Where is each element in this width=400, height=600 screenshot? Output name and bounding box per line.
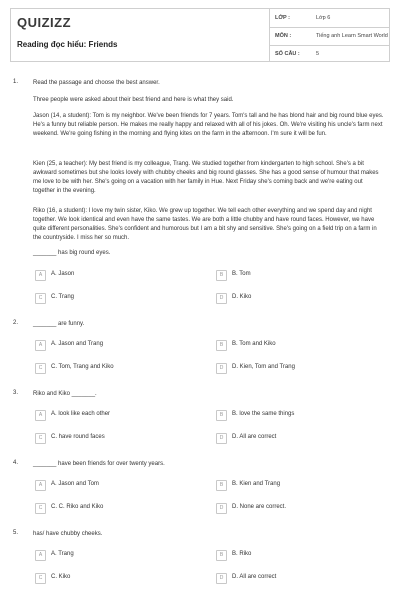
option-letter-box: D bbox=[216, 363, 227, 374]
option-label: C. C. Riko and Kiko bbox=[51, 504, 104, 510]
option-label: B. love the same things bbox=[232, 411, 295, 417]
question-text: _______ have been friends for over twenty years. bbox=[33, 461, 165, 467]
meta-key: MÔN : bbox=[275, 33, 292, 39]
meta-row-subject bbox=[269, 27, 389, 46]
option-letter-box: B bbox=[216, 550, 227, 561]
question-number: 3. bbox=[13, 390, 19, 396]
meta-key: LỚP : bbox=[275, 15, 290, 21]
meta-key: SỐ CÂU : bbox=[275, 51, 300, 57]
option-label: C. Tom, Trang and Kiko bbox=[51, 364, 114, 370]
option-label: A. look like each other bbox=[51, 411, 111, 417]
quizizz-logo: QUIZIZZ bbox=[17, 15, 72, 30]
meta-value: Tiếng anh Learn Smart World bbox=[316, 33, 388, 39]
question-number: 5. bbox=[13, 530, 19, 536]
question-text: _______ has big round eyes. bbox=[33, 250, 111, 256]
header-title-panel bbox=[11, 9, 270, 61]
option-label: B. Tom bbox=[232, 271, 251, 277]
option-label: C. Trang bbox=[51, 294, 75, 300]
option-label: A. Trang bbox=[51, 551, 74, 557]
option-letter-box: A bbox=[35, 550, 46, 561]
option-letter-box: C bbox=[35, 433, 46, 444]
option-label: C. have round faces bbox=[51, 434, 105, 440]
option-letter-box: A bbox=[35, 340, 46, 351]
question-text: _______ are funny. bbox=[33, 321, 85, 327]
option-letter-box: A bbox=[35, 270, 46, 281]
option-label: B. Riko bbox=[232, 551, 252, 557]
option-label: D. All are correct bbox=[232, 434, 277, 440]
meta-row-class bbox=[269, 9, 389, 28]
passage-intro: Three people were asked about their best friend and here is what they said. bbox=[33, 97, 234, 103]
option-label: D. Kiko bbox=[232, 294, 252, 300]
option-label: A. Jason bbox=[51, 271, 75, 277]
option-letter-box: A bbox=[35, 410, 46, 421]
option-label: D. Kien, Tom and Trang bbox=[232, 364, 295, 370]
worksheet-header bbox=[10, 8, 390, 62]
question-text: has/ have chubby cheeks. bbox=[33, 531, 103, 537]
option-label: D. None are correct. bbox=[232, 504, 287, 510]
option-letter-box: B bbox=[216, 270, 227, 281]
option-letter-box: D bbox=[216, 433, 227, 444]
option-label: A. Jason and Trang bbox=[51, 341, 104, 347]
option-letter-box: C bbox=[35, 503, 46, 514]
meta-value: Lớp 6 bbox=[316, 15, 331, 21]
option-label: B. Tom and Kiko bbox=[232, 341, 276, 347]
option-letter-box: B bbox=[216, 480, 227, 491]
question-text: Riko and Kiko _______. bbox=[33, 391, 97, 397]
option-label: C. Kiko bbox=[51, 574, 71, 580]
header-meta bbox=[269, 9, 389, 61]
option-letter-box: D bbox=[216, 573, 227, 584]
passage-paragraph: Riko (16, a student): I love my twin sister, Kiko. We grew up together. We tell each other everything and we spend day and night together. We look identical and even have the same tastes. We are both a little chubby and have round faces. However, we have quite different personalities. She's confident and humorous but I am a bit shy and sensitive. She's going on a field trip on a farm in the countryside. I miss her so much. bbox=[33, 208, 377, 241]
option-letter-box: B bbox=[216, 410, 227, 421]
option-label: A. Jason and Tom bbox=[51, 481, 99, 487]
meta-value: 5 bbox=[316, 51, 320, 57]
option-label: B. Kien and Trang bbox=[232, 481, 281, 487]
passage-paragraph: Jason (14, a student): Tom is my neighbor. We've been friends for 7 years. Tom's tall and he has blond hair and big round blue eyes. He's a funny but reliable person. He makes me really happy and relaxed with all of his jokes. Oh. We're visiting his uncle's farm next weekend. We're going fishing in the morning and flying kites on the farm in the afternoon. I'm sure it will be fun. bbox=[33, 113, 384, 137]
option-label: D. All are correct bbox=[232, 574, 277, 580]
worksheet-title: Reading đọc hiểu: Friends bbox=[17, 40, 118, 49]
passage-paragraph: Kien (25, a teacher): My best friend is my colleague, Trang. We studied together from kindergarten to high school. She's a bit awkward sometimes but she looks lovely with chubby cheeks and big round glasses. She has a good sense of humour that makes me love to be with her. She's going on a vacation with her family in Hue. Next Friday she's coming back and we're eating out together in the evening. bbox=[33, 161, 379, 194]
question-number: 2. bbox=[13, 320, 19, 326]
option-letter-box: C bbox=[35, 363, 46, 374]
meta-row-question-count bbox=[269, 45, 389, 63]
option-letter-box: D bbox=[216, 503, 227, 514]
question-number: 4. bbox=[13, 460, 19, 466]
instruction: Read the passage and choose the best answer. bbox=[33, 80, 160, 86]
question-number: 1. bbox=[13, 79, 19, 85]
option-letter-box: B bbox=[216, 340, 227, 351]
option-letter-box: C bbox=[35, 293, 46, 304]
option-letter-box: D bbox=[216, 293, 227, 304]
option-letter-box: C bbox=[35, 573, 46, 584]
option-letter-box: A bbox=[35, 480, 46, 491]
